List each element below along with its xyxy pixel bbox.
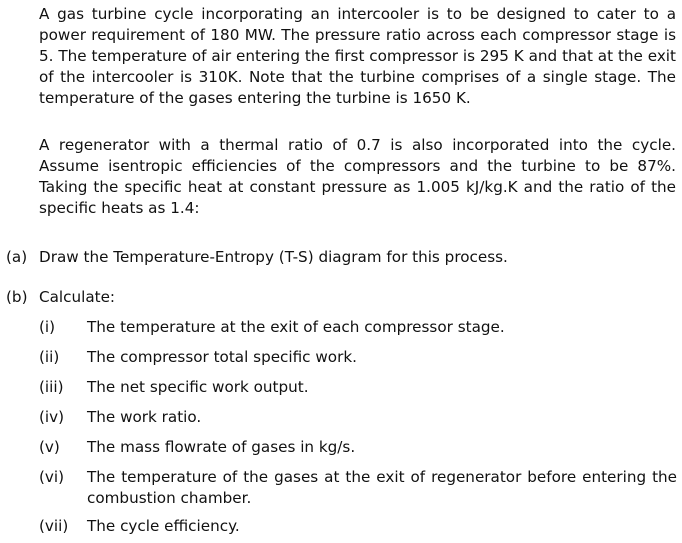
subquestion-iv: [0, 407, 682, 428]
question-b-marker: (b): [6, 288, 28, 306]
subquestion-v: [0, 437, 682, 458]
subquestion-text: The net specific work output.: [87, 378, 309, 396]
subquestion-marker: (v): [39, 438, 60, 456]
regenerator-paragraph: A regenerator with a thermal ratio of 0.7 is also incorporated into the cycle. Assume isentropic efficiencies of the compressors and the turbine to be 87%. Taking the specific heat at constant pressure as 1.005 kJ/kg.K and the ratio of the specific heats as 1.4:: [39, 136, 676, 217]
subquestion-text: The cycle efficiency.: [87, 517, 240, 535]
subquestion-marker: (i): [39, 318, 56, 336]
subquestion-marker: (iv): [39, 408, 65, 426]
subquestion-marker: (ii): [39, 348, 60, 366]
question-b-text: Calculate:: [39, 288, 116, 306]
subquestion-marker: (iii): [39, 378, 64, 396]
subquestion-text: The compressor total specific work.: [87, 348, 357, 366]
subquestion-vii: [0, 516, 682, 537]
question-a-marker: (a): [6, 248, 28, 266]
subquestion-marker: (vi): [39, 468, 65, 486]
subquestion-ii: [0, 347, 682, 368]
subquestion-text: The temperature at the exit of each compressor stage.: [87, 318, 505, 336]
intro-paragraph: A gas turbine cycle incorporating an intercooler is to be designed to cater to a power requirement of 180 MW. The pressure ratio across each compressor stage is 5. The temperature of air entering the first compressor is 295 K and that at the exit of the intercooler is 310K. Note that the turbine comprises of a single stage. The temperature of the gases entering the turbine is 1650 K.: [39, 5, 676, 107]
subquestion-text: The mass flowrate of gases in kg/s.: [87, 438, 356, 456]
subquestion-text: The work ratio.: [87, 408, 202, 426]
question-a-text: Draw the Temperature-Entropy (T-S) diagram for this process.: [39, 248, 508, 266]
subquestion-i: [0, 317, 682, 338]
subquestion-iii: [0, 377, 682, 398]
subquestion-marker: (vii): [39, 517, 69, 535]
subquestion-text: The temperature of the gases at the exit of regenerator before entering the combustion chamber.: [87, 468, 677, 507]
subquestion-vi: [0, 467, 682, 509]
